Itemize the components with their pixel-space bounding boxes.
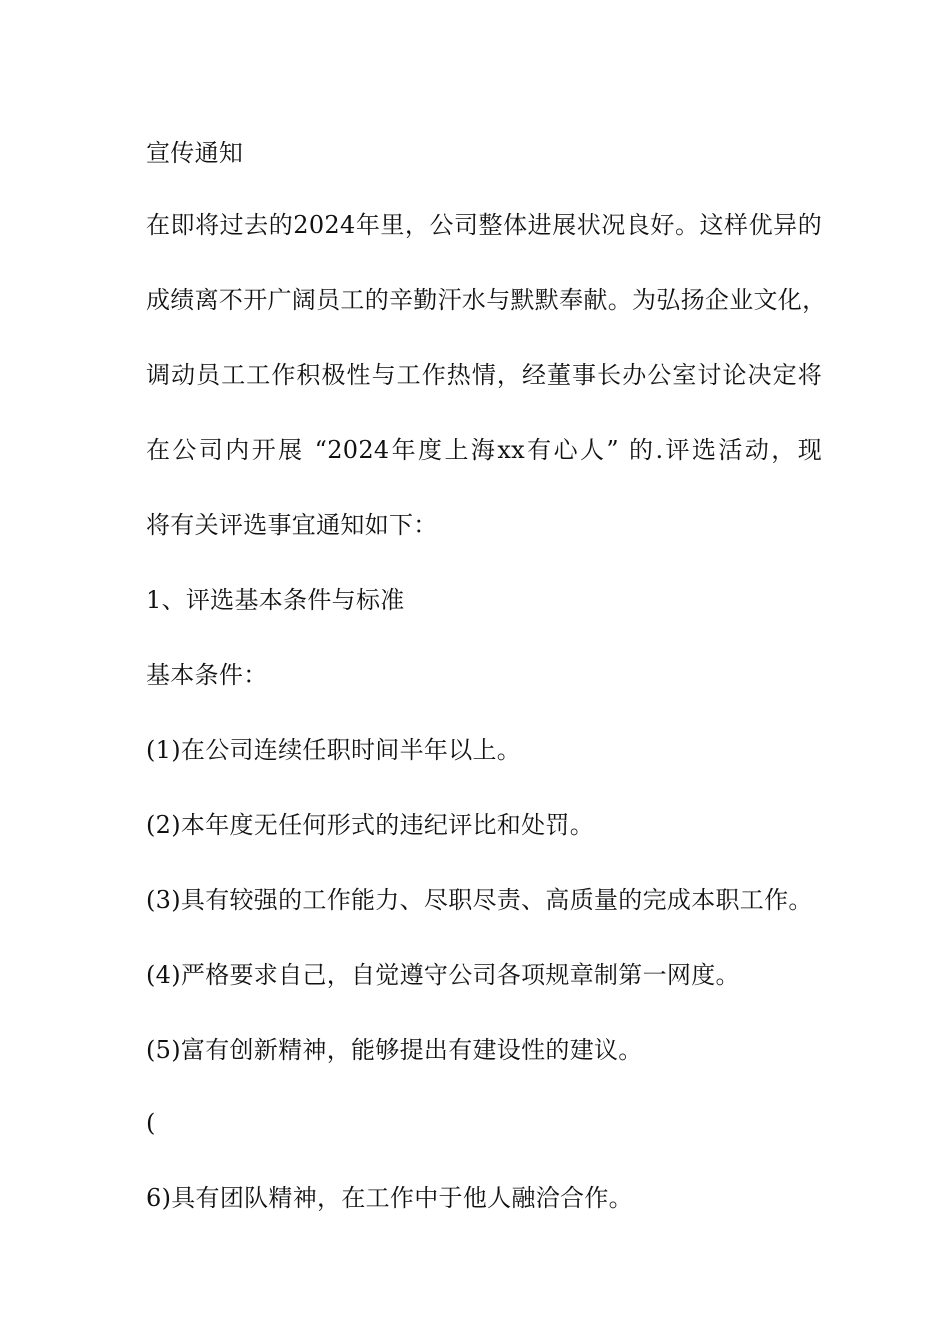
paragraph-line-5: 将有关评选事宜通知如下：: [146, 511, 438, 539]
condition-item-3: (3)具有较强的工作能力、尽职尽责、高质量的完成本职工作。: [146, 886, 813, 914]
condition-item-5: (5)富有创新精神，能够提出有建设性的建议。: [146, 1036, 643, 1064]
paragraph-line-3: 调动员工工作积极性与工作热情，经董事长办公室讨论决定将: [146, 361, 822, 389]
section-heading: 1、评选基本条件与标准: [146, 586, 405, 614]
condition-item-6-open-paren: (: [146, 1109, 156, 1137]
paragraph-line-4: 在公司内开展 “2024年度上海xx有心人” 的.评选活动，现: [146, 436, 822, 464]
condition-item-4: (4)严格要求自己，自觉遵守公司各项规章制第一网度。: [146, 961, 740, 989]
paragraph-line-1: 在即将过去的2024年里，公司整体进展状况良好。这样优异的: [146, 211, 822, 239]
paragraph-line-2: 成绩离不开广阔员工的辛勤汗水与默默奉献。为弘扬企业文化，: [146, 286, 827, 314]
condition-item-2: (2)本年度无任何形式的违纪评比和处罚。: [146, 811, 594, 839]
conditions-label: 基本条件：: [146, 661, 268, 689]
document-title: 宣传通知: [146, 139, 244, 167]
condition-item-6: 6)具有团队精神，在工作中于他人融洽合作。: [146, 1184, 633, 1212]
condition-item-1: (1)在公司连续任职时间半年以上。: [146, 736, 522, 764]
